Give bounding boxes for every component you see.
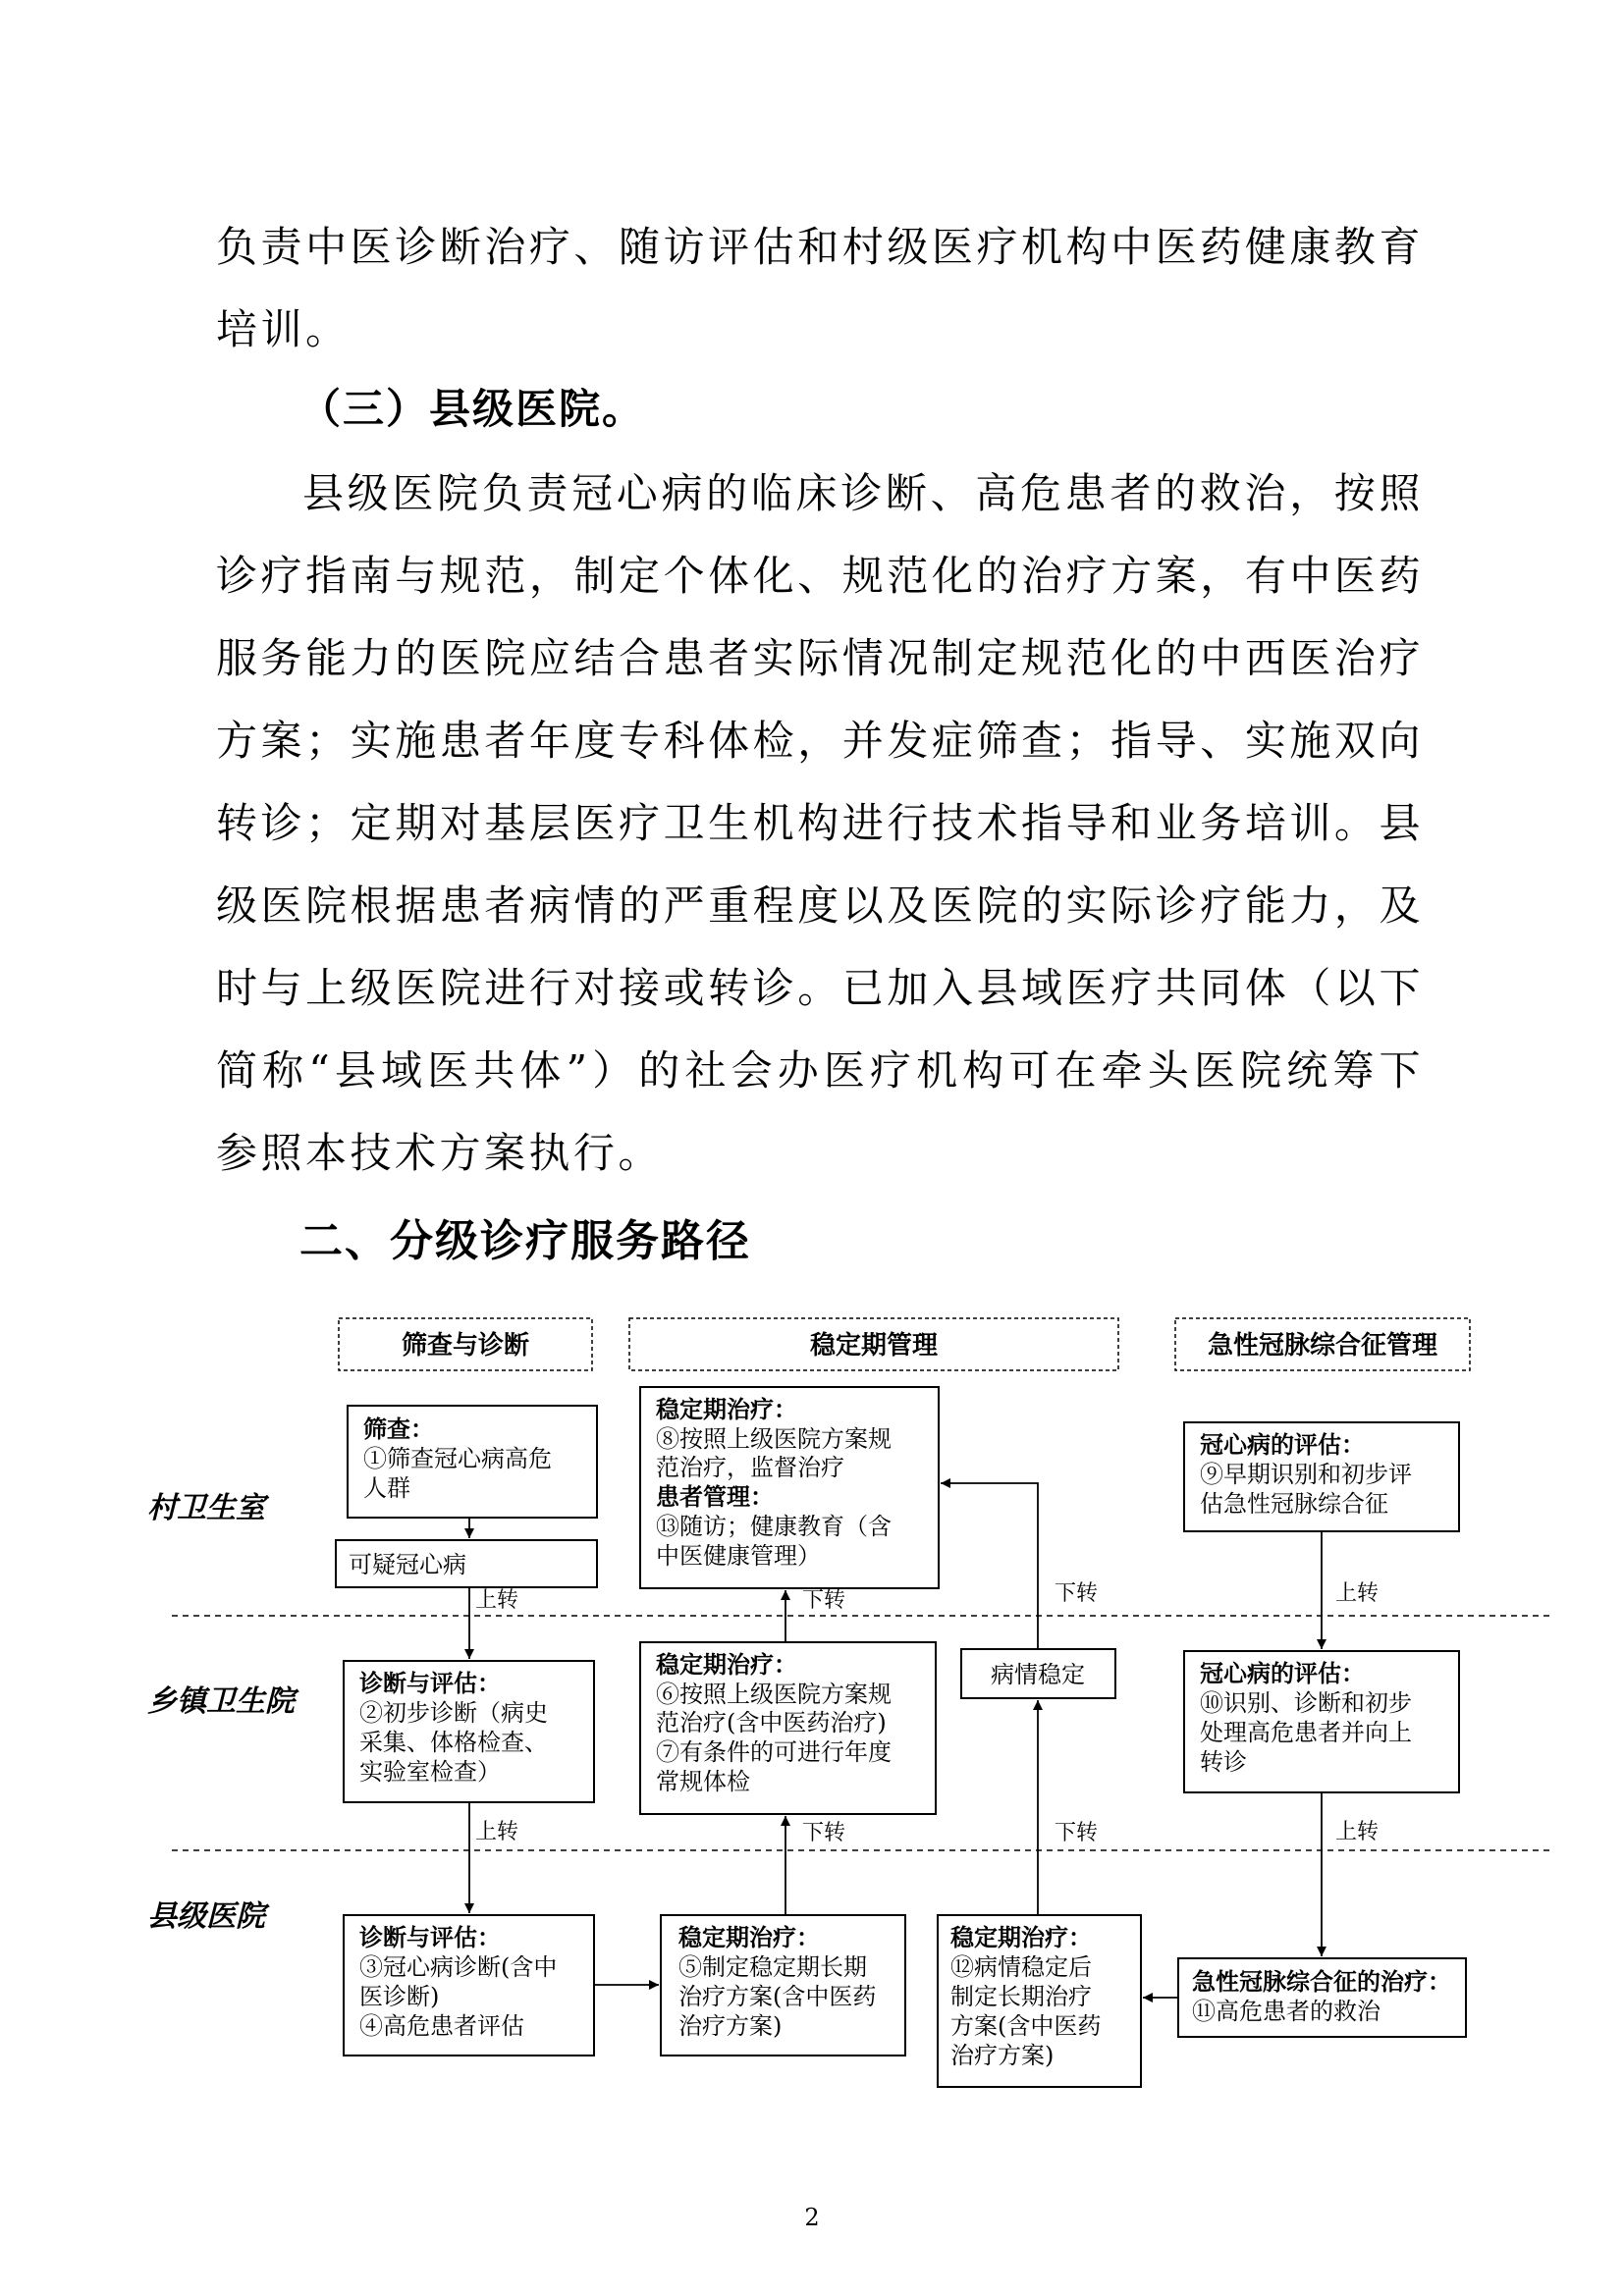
svg-text:稳定期治疗：: 稳定期治疗：	[678, 1923, 820, 1951]
label-down-3: 下转	[1055, 1821, 1099, 1845]
svg-text:②初步诊断（病史: ②初步诊断（病史	[359, 1699, 548, 1727]
box-village-screening	[348, 1406, 597, 1518]
svg-text:⑥按照上级医院方案规: ⑥按照上级医院方案规	[656, 1681, 892, 1708]
svg-text:①筛查冠心病高危: ①筛查冠心病高危	[363, 1445, 552, 1472]
svg-text:⑫病情稳定后: ⑫病情稳定后	[950, 1953, 1092, 1981]
svg-text:病情稳定: 病情稳定	[991, 1661, 1085, 1688]
svg-text:⑨早期识别和初步评: ⑨早期识别和初步评	[1200, 1461, 1412, 1488]
svg-text:④高危患者评估: ④高危患者评估	[359, 2012, 524, 2040]
svg-text:制定长期治疗: 制定长期治疗	[950, 1983, 1092, 2010]
svg-text:转诊: 转诊	[1200, 1748, 1247, 1776]
box-village-acute	[1184, 1422, 1459, 1531]
page-number: 2	[804, 2204, 820, 2231]
svg-text:患者管理：: 患者管理：	[656, 1482, 774, 1511]
svg-text:诊断与评估：: 诊断与评估：	[359, 1669, 501, 1697]
svg-text:冠心病的评估：: 冠心病的评估：	[1200, 1659, 1365, 1687]
label-up-2: 上转	[475, 1820, 519, 1844]
svg-text:方案(含中医药: 方案(含中医药	[950, 2012, 1102, 2040]
svg-text:常规体检: 常规体检	[656, 1768, 750, 1795]
svg-text:范治疗，监督治疗: 范治疗，监督治疗	[656, 1454, 844, 1481]
level-label-township: 乡镇卫生院	[147, 1684, 295, 1719]
svg-text:处理高危患者并向上: 处理高危患者并向上	[1200, 1719, 1412, 1746]
svg-text:③冠心病诊断(含中: ③冠心病诊断(含中	[359, 1953, 558, 1981]
column-header-stable	[629, 1318, 1118, 1370]
svg-text:⑦有条件的可进行年度: ⑦有条件的可进行年度	[656, 1738, 892, 1766]
svg-text:筛查：: 筛查：	[363, 1415, 434, 1443]
box-village-stable	[640, 1387, 939, 1588]
svg-text:稳定期治疗：: 稳定期治疗：	[950, 1923, 1092, 1951]
svg-text:治疗方案): 治疗方案)	[950, 2042, 1055, 2069]
svg-text:治疗方案(含中医药: 治疗方案(含中医药	[678, 1983, 877, 2010]
label-down-2: 下转	[802, 1588, 846, 1613]
svg-text:人群: 人群	[363, 1474, 410, 1502]
svg-text:采集、体格检查、: 采集、体格检查、	[359, 1729, 548, 1756]
column-header-screening	[339, 1318, 592, 1370]
level-label-village: 村卫生室	[147, 1491, 265, 1525]
svg-text:稳定期治疗：: 稳定期治疗：	[656, 1650, 797, 1679]
svg-text:范治疗(含中医药治疗): 范治疗(含中医药治疗)	[656, 1709, 887, 1736]
subheading-county-hospital: （三）县级医院。	[299, 385, 646, 433]
svg-text:冠心病的评估：: 冠心病的评估：	[1200, 1430, 1365, 1459]
arrow-condition-to-village-stable	[941, 1483, 1038, 1649]
box-county-stable-longterm	[938, 1915, 1141, 2087]
label-down-1: 下转	[802, 1821, 846, 1845]
column-header-acute	[1175, 1318, 1470, 1370]
svg-text:中医健康管理）: 中医健康管理）	[656, 1542, 821, 1570]
box-township-acute	[1184, 1651, 1459, 1792]
svg-text:稳定期管理: 稳定期管理	[809, 1331, 939, 1361]
svg-text:急性冠脉综合征管理: 急性冠脉综合征管理	[1207, 1331, 1438, 1361]
svg-text:估急性冠脉综合征: 估急性冠脉综合征	[1200, 1490, 1388, 1518]
svg-text:可疑冠心病: 可疑冠心病	[349, 1551, 466, 1578]
box-county-diagnosis	[344, 1915, 594, 2056]
label-up-4: 上转	[1335, 1820, 1380, 1844]
svg-text:筛查与诊断: 筛查与诊断	[401, 1331, 530, 1361]
svg-text:⑬随访；健康教育（含: ⑬随访；健康教育（含	[656, 1513, 892, 1540]
svg-text:治疗方案): 治疗方案)	[678, 2012, 783, 2040]
paragraph-2: 县级医院负责冠心病的临床诊断、高危患者的救治，按照诊疗指南与规范，制定个体化、规范化的治疗方案，有中医药服务能力的医院应结合患者实际情况制定规范化的中西医治疗方案；实施患者年度专科体检，并发症筛查；指导、实施双向转诊；定期对基层医疗卫生机构进行技术指导和业务培训。县级医院根据患者病情的严重程度以及医院的实际诊疗能力，及时与上级医院进行对接或转诊。已加入县域医疗共同体（以下简称“县域医共体”）的社会办医疗机构可在牵头医院统筹下参照本技术方案执行。	[216, 469, 1424, 1177]
label-up-3: 上转	[1335, 1581, 1380, 1606]
svg-text:⑩识别、诊断和初步: ⑩识别、诊断和初步	[1200, 1689, 1412, 1717]
box-township-stable	[640, 1642, 936, 1814]
svg-text:诊断与评估：: 诊断与评估：	[359, 1923, 501, 1951]
svg-text:⑤制定稳定期长期: ⑤制定稳定期长期	[678, 1953, 867, 1981]
paragraph-1: 负责中医诊断治疗、随访评估和村级医疗机构中医药健康教育培训。	[216, 223, 1424, 353]
svg-text:⑧按照上级医院方案规: ⑧按照上级医院方案规	[656, 1425, 892, 1453]
svg-text:急性冠脉综合征的治疗：: 急性冠脉综合征的治疗：	[1192, 1967, 1451, 1996]
svg-text:医诊断): 医诊断)	[359, 1983, 440, 2010]
svg-text:实验室检查）: 实验室检查）	[359, 1758, 501, 1786]
box-county-acute	[1178, 1958, 1466, 2037]
level-label-county: 县级医院	[147, 1899, 265, 1934]
label-down-4: 下转	[1055, 1581, 1099, 1606]
box-county-stable	[661, 1915, 905, 2056]
box-condition-stable	[961, 1649, 1115, 1698]
section-heading-service-path: 二、分级诊疗服务路径	[299, 1216, 751, 1266]
svg-text:稳定期治疗：: 稳定期治疗：	[656, 1395, 797, 1423]
label-up-1: 上转	[475, 1588, 519, 1613]
box-village-suspected	[336, 1540, 597, 1587]
box-township-diagnosis	[344, 1661, 594, 1802]
svg-text:⑪高危患者的救治: ⑪高危患者的救治	[1192, 1998, 1380, 2025]
